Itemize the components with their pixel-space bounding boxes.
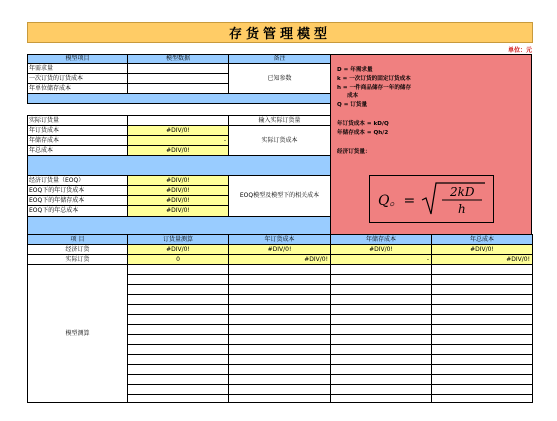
actual-value[interactable]: #DIV/0! [127,145,229,156]
bottom-cell[interactable]: - [330,254,432,265]
legend-line: D = 年需求量 [337,67,373,73]
known-row-label[interactable]: 一次订货的订货成本 [27,73,128,84]
eoq-row-label[interactable]: EOQ下的年储存成本 [27,195,128,206]
bottom-cell[interactable]: #DIV/0! [431,254,533,265]
bottom-header[interactable]: 年储存成本 [330,234,432,245]
bottom-header[interactable]: 项 目 [27,234,128,245]
eoq-value[interactable]: #DIV/0! [127,185,229,196]
eoq-formula [369,175,494,223]
bottom-cell[interactable]: #DIV/0! [228,254,331,265]
formula-lhs: Q。= [378,193,416,209]
section-spacer [27,155,331,176]
section-spacer [27,216,331,235]
eoq-value[interactable]: #DIV/0! [127,205,229,217]
eoq-note[interactable]: EOQ模型及模型下的相关成本 [228,175,331,217]
actual-row-label[interactable]: 年订货成本 [27,125,128,136]
actual-note-top[interactable]: 输入实际订货量 [228,115,331,126]
formula-numerator: 2kD [450,185,475,199]
model-title: 存货管理模型 [27,22,533,43]
legend-line: 年订货成本 = kD/Q [337,121,389,127]
header-data[interactable]: 模型数据 [127,54,229,64]
bottom-cell[interactable]: #DIV/0! [330,244,432,255]
bottom-header[interactable]: 订货量测算 [127,234,229,245]
known-row-label[interactable]: 年需求量 [27,63,128,74]
actual-value[interactable]: - [127,135,229,146]
actual-row-label[interactable]: 年储存成本 [27,135,128,146]
bottom-row-label[interactable]: 实际订货 [27,254,128,265]
grid-col-line [431,264,432,402]
bottom-cell[interactable]: #DIV/0! [431,244,533,255]
eoq-row-label[interactable]: EOQ下的年订货成本 [27,185,128,196]
bottom-cell[interactable]: #DIV/0! [228,244,331,255]
model-simulation-label[interactable]: 模型测算 [27,264,128,403]
eoq-row-label[interactable]: 经济订货量（EOQ） [27,175,128,186]
bottom-header[interactable]: 年总成本 [431,234,533,245]
bottom-row-label[interactable]: 经济订货 [27,244,128,255]
legend-line: 经济订货量： [337,149,371,155]
actual-value[interactable]: #DIV/0! [127,125,229,136]
formula-denominator: h [458,202,466,216]
actual-row-label[interactable]: 年总成本 [27,145,128,156]
unit-label: 单位：元 [507,47,532,54]
legend-line: 年储存成本 = Qh/2 [337,130,389,136]
legend-line: h = 一件商品储存一年的储存 [337,85,412,91]
eoq-row-label[interactable]: EOQ下的年总成本 [27,205,128,217]
bottom-header[interactable]: 年订货成本 [228,234,331,245]
header-item[interactable]: 模型项目 [27,54,128,64]
legend-line: k = 一次订货的固定订货成本 [337,76,411,82]
actual-note[interactable]: 实际订货成本 [228,125,331,156]
bottom-cell[interactable]: 0 [127,254,229,265]
known-row-label[interactable]: 年单位储存成本 [27,83,128,94]
header-note[interactable]: 备注 [228,54,331,64]
section-spacer [27,93,331,104]
grid-col-line [330,264,331,402]
bottom-cell[interactable]: #DIV/0! [127,244,229,255]
formula-svg [370,176,493,222]
eoq-value[interactable]: #DIV/0! [127,195,229,206]
legend-line: Q = 订货量 [337,102,368,108]
legend-panel [330,54,532,235]
grid-col-line [228,264,229,402]
known-note[interactable]: 已知参数 [228,63,331,94]
actual-row-label[interactable]: 实际订货量 [27,115,128,126]
legend-line: 成本 [347,93,359,99]
eoq-value[interactable]: #DIV/0! [127,175,229,186]
